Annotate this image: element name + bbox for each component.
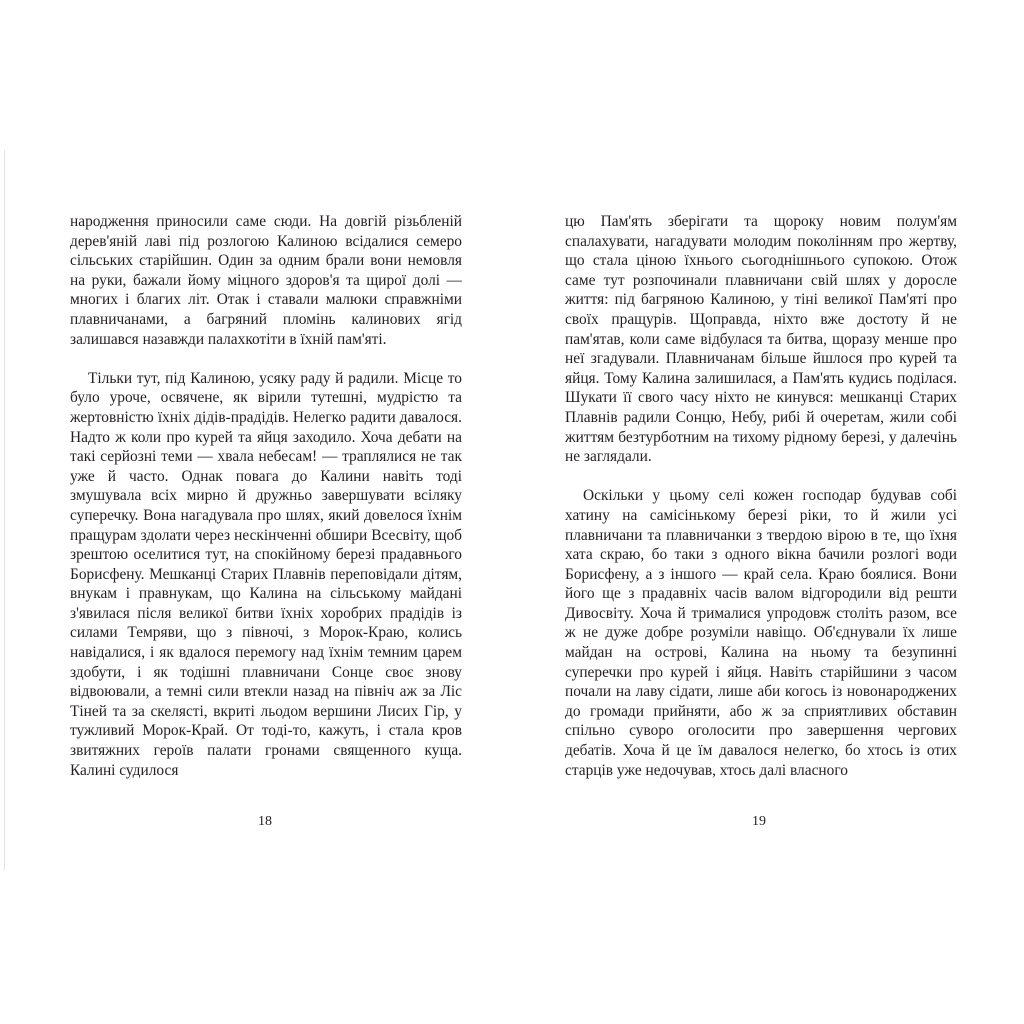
paragraph: народження приносили саме сюди. На довгій різьбленій дерев'яній лаві під розлогою Калиною всідалися семеро сільських старійшин. Один за одним брали вони немовля на руки, бажали йому міцного здоров'я та щирої долі — многих і благих літ. Отак і ставали малюки справжніми плавничанами, а багряний пломінь калинових ягід залишався назавжди палахкотіти в їхній пам'яті. <box>70 213 462 348</box>
page-edge-line <box>4 150 5 870</box>
paragraph: Оскільки у цьому селі кожен господар будував собі хатину на самісінькому березі ріки, то й жили усі плавничани та плавничанки з твердою вірою в те, що їхня хата скраю, бо таки з одного вікна бачили розлогі води Борисфену, а з іншого — край села. Краю боялися. Вони його ще з прадавніх часів валом відгородили від решти Дивосвіту. Хоча й трималися упродовж століть разом, все ж не дуже добре розуміли навіщо. Об'єднували їх лише майдан на острові, Калина на ньому та безупинні суперечки про курей і яйця. Навіть старійшини з часом почали на лаву сідати, лише аби когось із новонароджених до громади прийняти, або ж за сприятливих обставин спільно суворо оголосити про завершення чергових дебатів. Хоча й це їм давалося нелегко, бо хтось із отих старців уже недочував, хтось далі власного <box>565 487 957 779</box>
page-number-right: 19 <box>752 814 766 829</box>
left-page <box>70 212 462 780</box>
paragraph-gap <box>565 467 957 487</box>
page-number-left: 18 <box>258 814 272 829</box>
paragraph: цю Пам'ять зберігати та щороку новим полум'ям спалахувати, нагадувати молодим поколінням про жертву, що стала ціною їхнього сьогоднішнього супокою. Отож саме тут розпочинали плавничани свій шлях у доросле життя: під багряною Калиною, у тіні великої Пам'яті про своїх пращурів. Щоправда, ніхто вже достоту й не пам'ятав, коли саме відбулася та битва, щоразу менше про неї згадували. Плавничанам більше йшлося про курей та яйця. Тому Калина залишилася, а Пам'ять кудись поділася. Шукати її свого часу ніхто не кинувся: мешканці Старих Плавнів радили Сонцю, Небу, рибі й очеретам, жили собі життям безтурботним на тихому рідному березі, у далечінь не заглядали. <box>565 213 957 466</box>
right-page <box>565 212 957 780</box>
paragraph-gap <box>70 349 462 369</box>
paragraph: Тільки тут, під Калиною, усяку раду й радили. Місце то було уроче, освячене, як вірили тутешні, мудрістю та жертовністю їхніх дідів-прадідів. Нелегко радити давалося. Надто ж коли про курей та яйця заходило. Хоча дебати на такі серйозні теми — хвала небесам! — траплялися не так уже й часто. Однак повага до Калини навіть тоді змушувала всіх мирно й дружньо завершувати всіляку суперечку. Вона нагадувала про шлях, який довелося їхнім пращурам здолати через нескінченні обшири Всесвіту, щоб зрештою оселитися тут, на спокійному березі прадавнього Борисфену. Мешканці Старих Плавнів переповідали дітям, внукам і правнукам, що Калина на сільському майдані з'явилася після великої битви їхніх хоробрих прадідів із силами Темряви, що з півночі, з Морок-Краю, колись навідалися, і як вдалося перемогу над їхнім темним царем здобути, і як тодішні плавничани Сонце своє знову відвоювали, а темні сили втекли назад на північ аж за Ліс Тіней та за скелясті, вкриті льодом вершини Лисих Гір, у тужливий Морок-Край. От тоді-то, кажуть, і стала кров звитяжних героїв палати гронами священного куща. Калині судилося <box>70 369 462 779</box>
